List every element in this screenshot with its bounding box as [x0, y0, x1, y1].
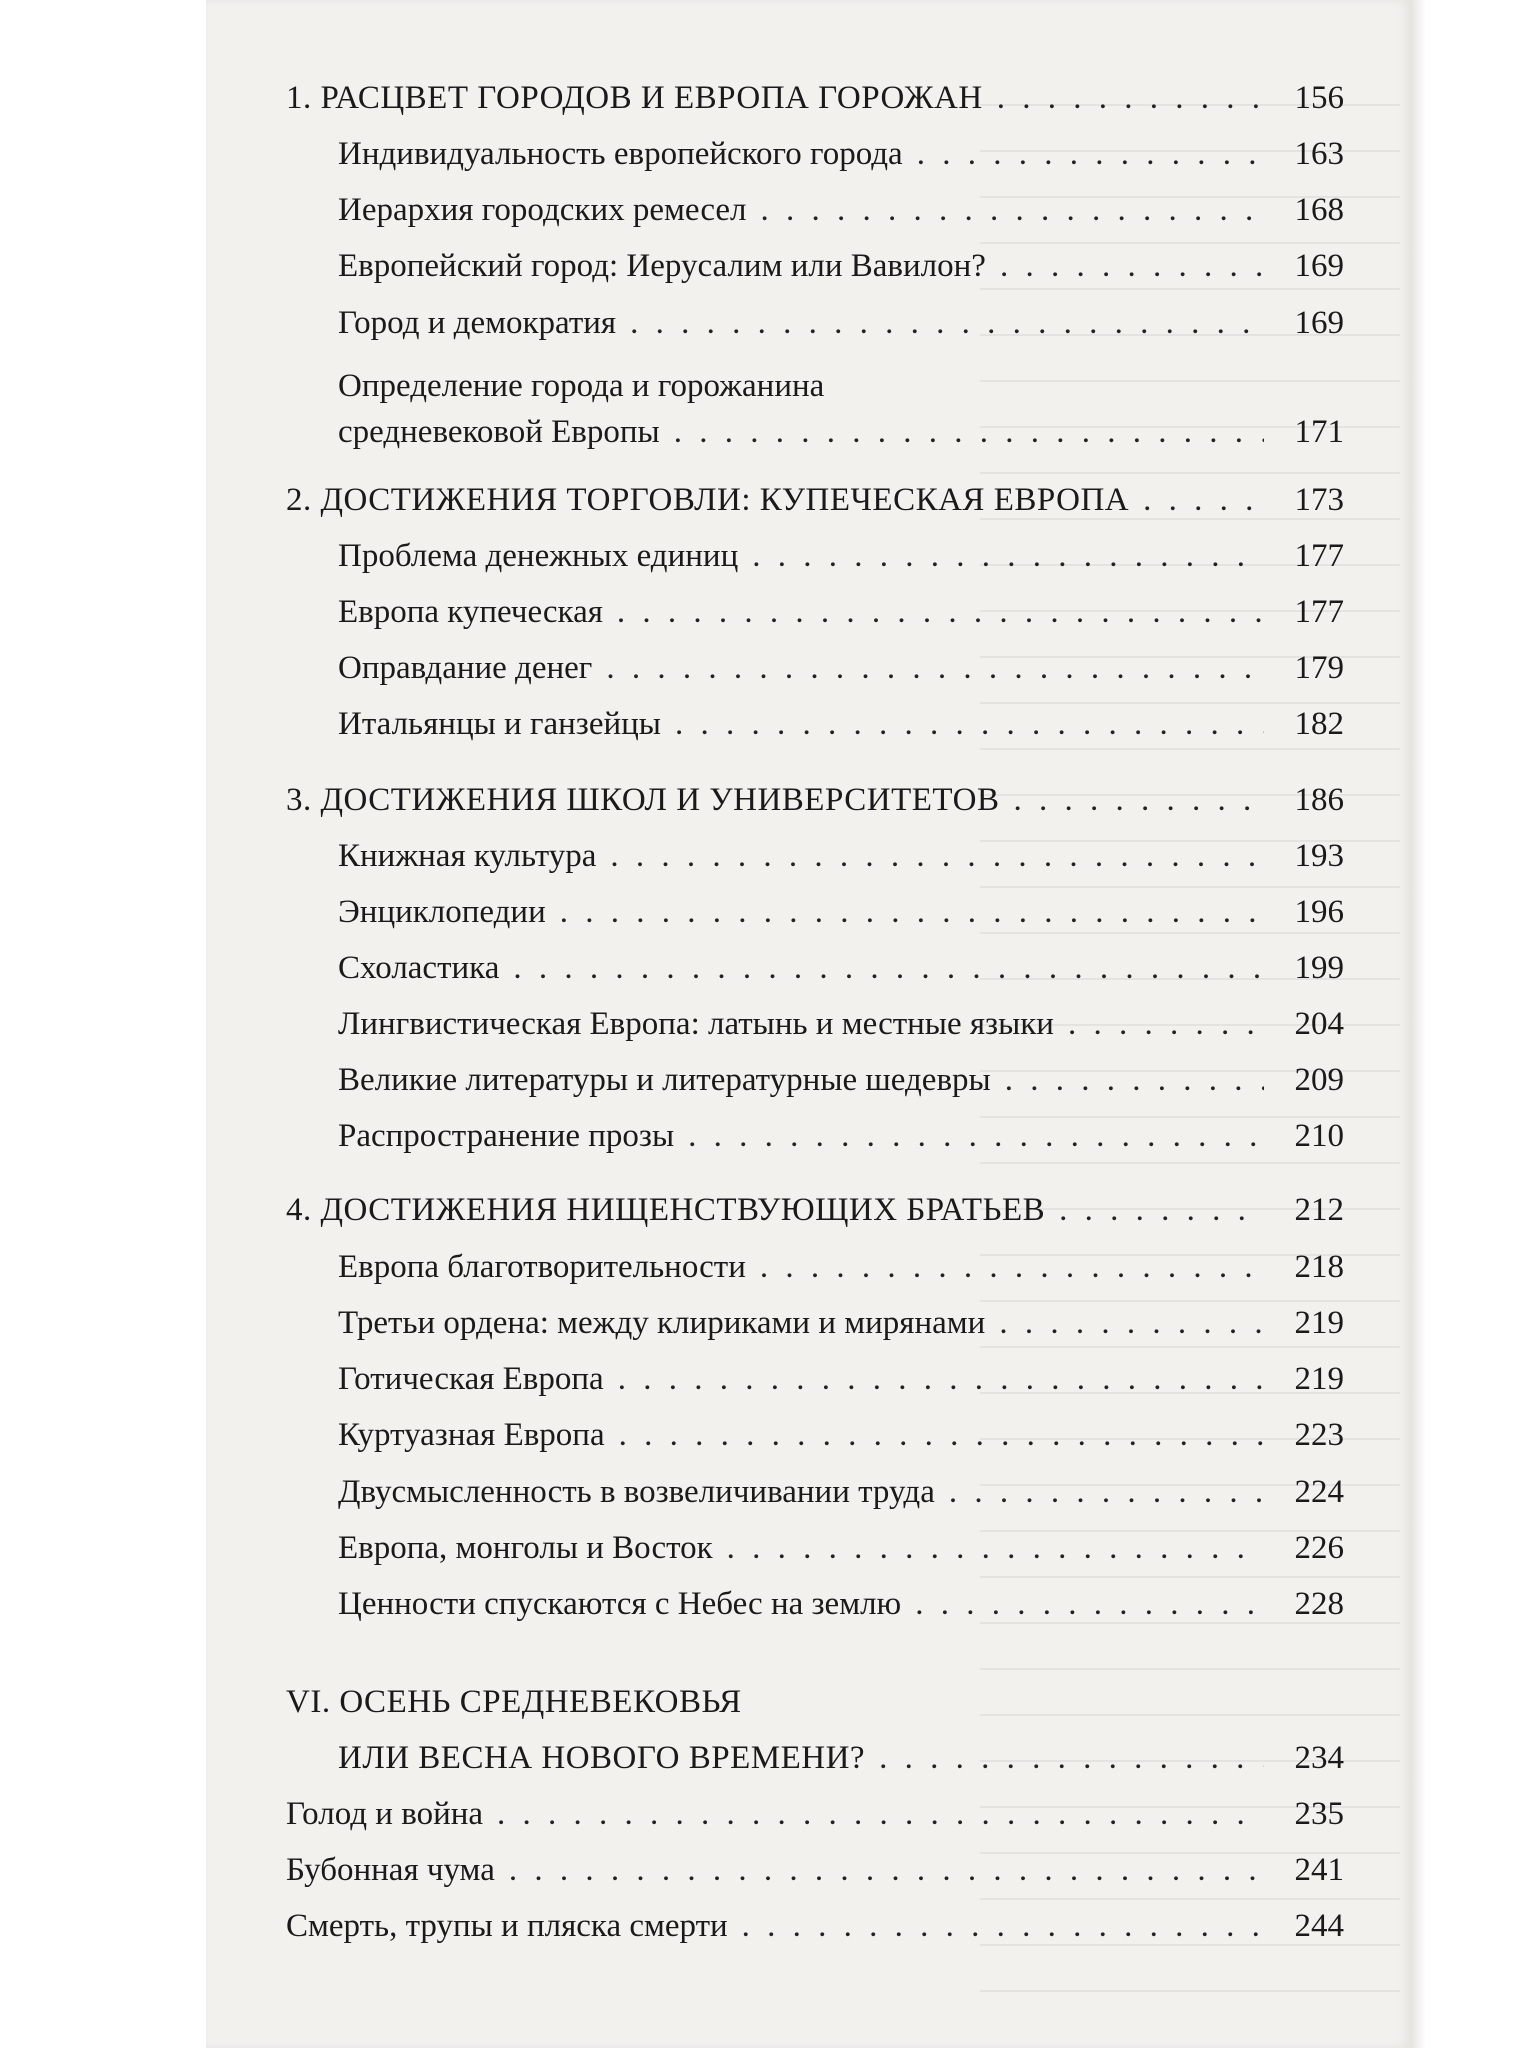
- toc-item-title: Европа, монголы и Восток: [338, 1530, 713, 1566]
- toc-chapter-title-line2: ИЛИ ВЕСНА НОВОГО ВРЕМЕНИ?: [338, 1740, 866, 1776]
- toc-item-title: Распространение прозы: [338, 1118, 675, 1154]
- dot-leader: [610, 836, 1264, 876]
- toc-item-title: Бубонная чума: [286, 1852, 495, 1888]
- dot-leader: [999, 1303, 1264, 1343]
- toc-page-number: 212: [1294, 1192, 1344, 1228]
- toc-item: [338, 1528, 1344, 1568]
- toc-section-4: [286, 1190, 1344, 1230]
- toc-item-title: Великие литературы и литературные шедевры: [338, 1062, 991, 1098]
- toc-page-number: 186: [1294, 782, 1344, 818]
- toc-item-title: Оправдание денег: [338, 650, 593, 686]
- toc-item-title: Европа благотворительности: [338, 1249, 746, 1285]
- toc-page-number: 177: [1294, 538, 1344, 574]
- toc-chapter-title: VI. ОСЕНЬ СРЕДНЕВЕКОВЬЯ: [286, 1684, 742, 1720]
- toc-item-title: Европа купеческая: [338, 594, 603, 630]
- dot-leader: [675, 704, 1264, 744]
- toc-item: [338, 836, 1344, 876]
- toc-item: [338, 1415, 1344, 1455]
- toc-item: [338, 592, 1344, 632]
- toc-item: [338, 246, 1344, 286]
- toc-item-title: Лингвистическая Европа: латынь и местные языки: [338, 1006, 1054, 1042]
- toc-item: [338, 1116, 1344, 1156]
- dot-leader: [560, 892, 1264, 932]
- toc-page-number: 173: [1294, 482, 1344, 518]
- toc-section-2: [286, 480, 1344, 520]
- dot-leader: [1068, 1004, 1264, 1044]
- toc-item-title: Книжная культура: [338, 838, 597, 874]
- toc-item: [286, 1794, 1344, 1834]
- toc-section-title: 2. ДОСТИЖЕНИЯ ТОРГОВЛИ: КУПЕЧЕСКАЯ ЕВРОПА: [286, 482, 1130, 518]
- toc-page-number: 204: [1294, 1006, 1344, 1042]
- toc-page-number: 223: [1294, 1417, 1344, 1453]
- dot-leader: [688, 1116, 1264, 1156]
- toc-page-number: 169: [1294, 248, 1344, 284]
- toc-item-title: Третьи ордена: между клириками и мирянами: [338, 1305, 986, 1341]
- toc-page-number: 177: [1294, 594, 1344, 630]
- toc-item: [338, 303, 1344, 343]
- toc-section-1: [286, 78, 1344, 118]
- toc-item-title-line2: средневековой Европы: [338, 414, 660, 450]
- toc-page-number: 224: [1294, 1474, 1344, 1510]
- dot-leader: [760, 1247, 1264, 1287]
- toc-item: [286, 1850, 1344, 1890]
- toc-item-title: Иерархия городских ремесел: [338, 192, 747, 228]
- toc-chapter-vi: [338, 1738, 1344, 1778]
- dot-leader: [761, 190, 1264, 230]
- toc-item: [338, 948, 1344, 988]
- dot-leader: [1000, 246, 1264, 286]
- dot-leader: [674, 412, 1264, 452]
- toc-page-number: 219: [1294, 1305, 1344, 1341]
- toc-item: [338, 892, 1344, 932]
- toc-page-number: 171: [1294, 414, 1344, 450]
- toc-item: [338, 648, 1344, 688]
- dot-leader: [606, 648, 1264, 688]
- dot-leader: [727, 1528, 1264, 1568]
- toc-page-number: 226: [1294, 1530, 1344, 1566]
- dot-leader: [917, 134, 1264, 174]
- toc-page-number: 179: [1294, 650, 1344, 686]
- toc-item-title: Итальянцы и ганзейцы: [338, 706, 661, 742]
- dot-leader: [630, 303, 1264, 343]
- toc-item: [338, 536, 1344, 576]
- toc-page-number: 210: [1294, 1118, 1344, 1154]
- toc-item: [338, 134, 1344, 174]
- toc-item: [338, 1303, 1344, 1343]
- dot-leader: [879, 1738, 1264, 1778]
- toc-item: [338, 1247, 1344, 1287]
- dot-leader: [1143, 480, 1264, 520]
- toc-page-number: 234: [1294, 1740, 1344, 1776]
- toc-page-number: 193: [1294, 838, 1344, 874]
- toc-page-number: 219: [1294, 1361, 1344, 1397]
- dot-leader: [742, 1906, 1264, 1946]
- dot-leader: [619, 1415, 1264, 1455]
- dot-leader: [618, 1359, 1264, 1399]
- toc-item-title: Двусмысленность в возвеличивании труда: [338, 1474, 935, 1510]
- toc-item: [338, 1060, 1344, 1100]
- dot-leader: [1059, 1190, 1264, 1230]
- toc-page-number: 169: [1294, 305, 1344, 341]
- dot-leader: [997, 78, 1264, 118]
- toc-item-line1: [338, 366, 1344, 406]
- toc-chapter-vi-line1: [286, 1682, 1344, 1722]
- toc-item: [338, 1584, 1344, 1624]
- toc-item: [338, 1472, 1344, 1512]
- toc-item-title: Голод и война: [286, 1796, 484, 1832]
- dot-leader: [1013, 780, 1264, 820]
- toc-page-number: 209: [1294, 1062, 1344, 1098]
- dot-leader: [752, 536, 1264, 576]
- dot-leader: [949, 1472, 1264, 1512]
- toc-page-number: 156: [1294, 80, 1344, 116]
- toc-page-number: 235: [1294, 1796, 1344, 1832]
- dot-leader: [1005, 1060, 1264, 1100]
- toc-section-title: 1. РАСЦВЕТ ГОРОДОВ И ЕВРОПА ГОРОЖАН: [286, 80, 983, 116]
- dot-leader: [513, 948, 1264, 988]
- dot-leader: [617, 592, 1264, 632]
- toc-page-number: 168: [1294, 192, 1344, 228]
- toc-item: [338, 704, 1344, 744]
- toc-item-title: Схоластика: [338, 950, 500, 986]
- toc-section-3: [286, 780, 1344, 820]
- dot-leader: [915, 1584, 1264, 1624]
- toc-page-number: 228: [1294, 1586, 1344, 1622]
- toc-section-title: 3. ДОСТИЖЕНИЯ ШКОЛ И УНИВЕРСИТЕТОВ: [286, 782, 1000, 818]
- toc-item: [338, 1004, 1344, 1044]
- toc-page-number: 244: [1294, 1908, 1344, 1944]
- toc-item-title: Готическая Европа: [338, 1361, 604, 1397]
- toc-item-title: Определение города и горожанина: [338, 368, 825, 404]
- toc-item: [338, 190, 1344, 230]
- toc-item-title: Ценности спускаются с Небес на землю: [338, 1586, 902, 1622]
- toc-item-title: Индивидуальность европейского города: [338, 136, 903, 172]
- toc-item-title: Энциклопедии: [338, 894, 546, 930]
- toc-page-number: 163: [1294, 136, 1344, 172]
- toc-page-number: 196: [1294, 894, 1344, 930]
- toc-item-title: Европейский город: Иерусалим или Вавилон?: [338, 248, 986, 284]
- toc-item: [338, 1359, 1344, 1399]
- dot-leader: [509, 1850, 1264, 1890]
- toc-section-title: 4. ДОСТИЖЕНИЯ НИЩЕНСТВУЮЩИХ БРАТЬЕВ: [286, 1192, 1046, 1228]
- toc-item: [338, 412, 1344, 452]
- toc-item-title: Проблема денежных единиц: [338, 538, 739, 574]
- toc-page-number: 218: [1294, 1249, 1344, 1285]
- toc-page-number: 241: [1294, 1852, 1344, 1888]
- toc-page-number: 199: [1294, 950, 1344, 986]
- dot-leader: [497, 1794, 1264, 1834]
- toc-item-title: Куртуазная Европа: [338, 1417, 605, 1453]
- toc-page-number: 182: [1294, 706, 1344, 742]
- toc-item-title: Смерть, трупы и пляска смерти: [286, 1908, 728, 1944]
- toc-item: [286, 1906, 1344, 1946]
- toc-item-title: Город и демократия: [338, 305, 617, 341]
